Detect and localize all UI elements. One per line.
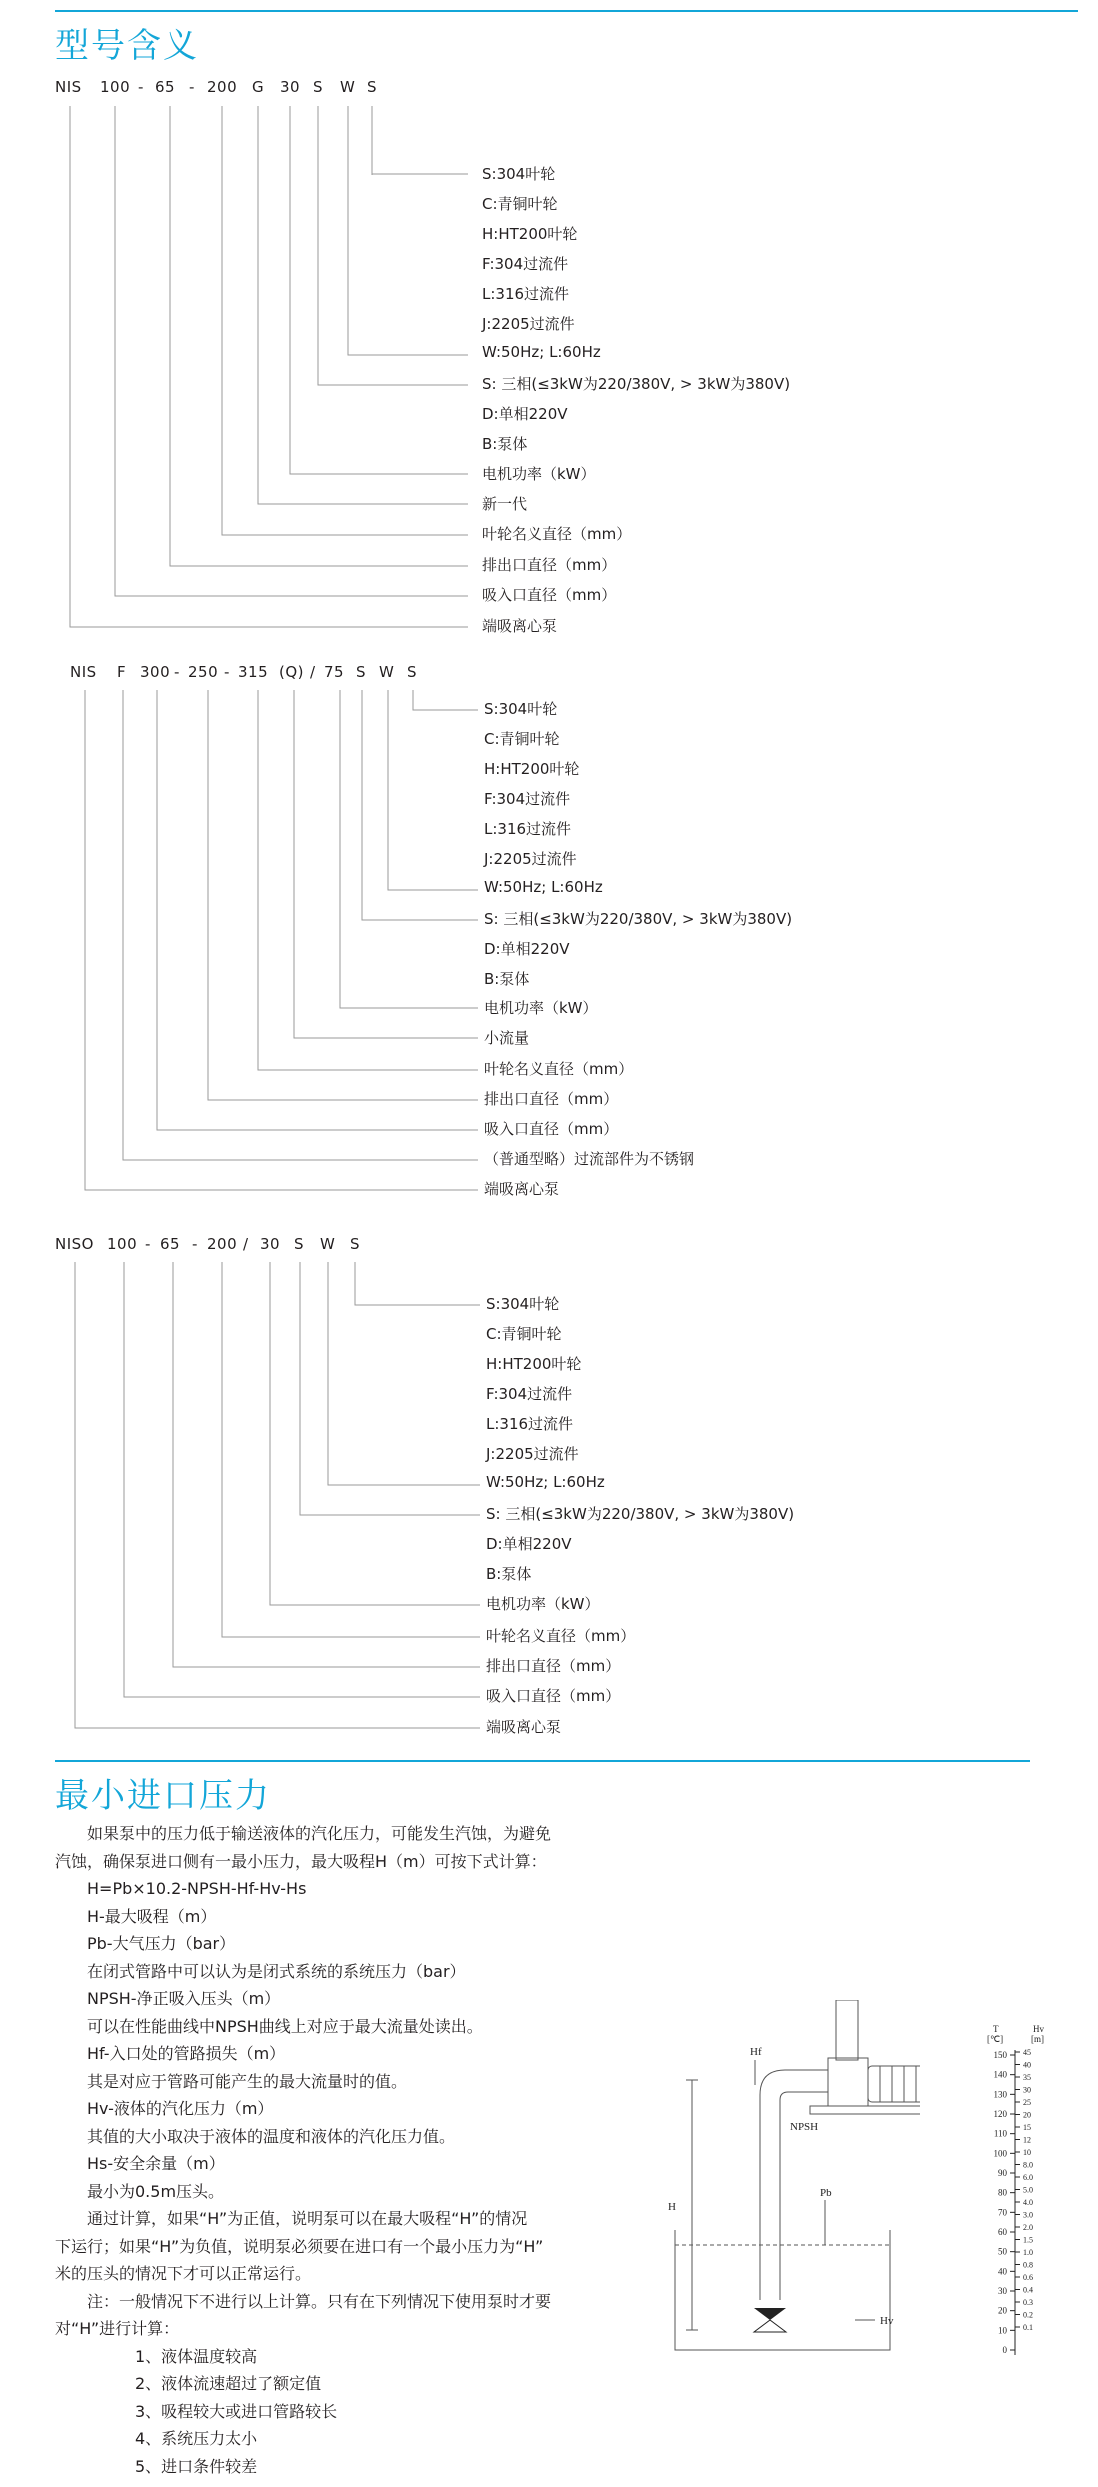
label: W:50Hz; L:60Hz — [482, 343, 601, 361]
leader-nisf-power — [340, 690, 478, 1008]
hv-tick-label: 10 — [1023, 2148, 1031, 2157]
label: S:304叶轮 — [482, 165, 556, 183]
t-tick-label: 20 — [998, 2305, 1007, 2316]
para-line: 2、液体流速超过了额定值 — [55, 2374, 322, 2393]
label: L:316过流件 — [484, 820, 572, 838]
hv-tick-label: 15 — [1023, 2123, 1031, 2132]
para-line: 汽蚀，确保泵进口侧有一最小压力，最大吸程H（m）可按下式计算： — [55, 1851, 547, 1871]
code-part: 300 — [140, 663, 171, 681]
pressure-section-title: 最小进口压力 — [55, 1776, 271, 1816]
label: S: 三相(≤3kW为220/380V, > 3kW为380V) — [482, 375, 791, 393]
label: 吸入口直径（mm） — [486, 1687, 621, 1705]
code-part: - — [145, 1235, 151, 1253]
para-line: 在闭式管路中可以认为是闭式系统的系统压力（bar） — [55, 1961, 466, 1981]
hv-tick-label: 12 — [1023, 2135, 1031, 2145]
leader-nis-s2 — [318, 106, 468, 385]
label: F:304过流件 — [482, 255, 569, 273]
leader-nis-w — [348, 106, 468, 355]
hv-tick-label: 20 — [1023, 2110, 1031, 2120]
t-tick-label: 100 — [993, 2148, 1007, 2159]
scale-hv-unit: [m] — [1031, 2034, 1044, 2044]
label: B:泵体 — [482, 435, 528, 453]
label: 电机功率（kW） — [486, 1595, 600, 1613]
code-part: S — [313, 78, 324, 96]
label-h: H — [668, 2201, 676, 2213]
suction-pipe — [760, 2070, 828, 2300]
code-part: - — [174, 663, 180, 681]
t-tick-label: 90 — [998, 2168, 1007, 2178]
t-tick-label: 60 — [998, 2227, 1007, 2237]
label: D:单相220V — [486, 1535, 572, 1553]
code-part: - — [224, 663, 230, 681]
motor — [868, 2066, 920, 2102]
label: B:泵体 — [484, 970, 530, 988]
label: L:316过流件 — [482, 285, 570, 303]
para-line: 注：一般情况下不进行以上计算。只有在下列情况下使用泵时才要 — [55, 2291, 552, 2311]
label: H:HT200叶轮 — [482, 225, 578, 243]
label: 叶轮名义直径（mm） — [486, 1627, 636, 1645]
discharge-pipe — [836, 2000, 858, 2060]
para-line: 如果泵中的压力低于输送液体的汽化压力，可能发生汽蚀，为避免 — [55, 1824, 552, 1843]
code-part: 30 — [260, 1235, 281, 1253]
t-tick-label: 10 — [998, 2325, 1007, 2336]
para-line: Pb-大气压力（bar） — [55, 1934, 236, 1953]
label: F:304过流件 — [484, 790, 571, 808]
code-part: S — [294, 1235, 305, 1253]
t-tick-label: 130 — [993, 2089, 1007, 2100]
hv-tick-label: 30 — [1023, 2085, 1031, 2095]
hv-tick-label: 45 — [1023, 2048, 1031, 2057]
label: S: 三相(≤3kW为220/380V, > 3kW为380V) — [484, 910, 793, 928]
code-part: W — [320, 1235, 336, 1253]
suction-lift-diagram — [660, 2000, 920, 2370]
code-part: 100 — [107, 1235, 138, 1253]
label: W:50Hz; L:60Hz — [484, 878, 603, 896]
label: B:泵体 — [486, 1565, 532, 1583]
hv-tick-label: 6.0 — [1023, 2173, 1033, 2182]
leader-niso-w — [328, 1262, 480, 1485]
para-line: 5、进口条件较差 — [55, 2456, 258, 2476]
t-tick-label: 120 — [993, 2109, 1007, 2119]
pump-casing — [828, 2058, 868, 2106]
leader-nis-inlet — [115, 106, 468, 596]
hv-tick-label: 0.8 — [1023, 2260, 1033, 2270]
para-line: NPSH-净正吸入压头（m） — [55, 1989, 281, 2008]
label: 吸入口直径（mm） — [482, 586, 617, 604]
hv-tick-label: 5.0 — [1023, 2185, 1033, 2195]
leader-nis-s1 — [372, 174, 468, 175]
para-line: H-最大吸程（m） — [55, 1906, 217, 1926]
leader-nisf-q — [294, 690, 478, 1038]
leader-niso-impeller — [222, 1262, 480, 1637]
para-line: 1、液体温度较高 — [55, 2346, 258, 2366]
hv-tick-label: 2.0 — [1023, 2223, 1033, 2232]
code-part: 200 — [207, 1235, 238, 1253]
t-tick-label: 50 — [998, 2246, 1007, 2257]
label: L:316过流件 — [486, 1415, 574, 1433]
label: 排出口直径（mm） — [484, 1090, 619, 1108]
t-tick-label: 110 — [993, 2128, 1007, 2139]
t-tick-label: 80 — [998, 2187, 1007, 2198]
t-tick-label: 150 — [993, 2050, 1007, 2060]
code-part: 250 — [188, 663, 219, 681]
para-line: Hf-入口处的管路损失（m） — [55, 2044, 286, 2063]
para-line: 下运行；如果“H”为负值，说明泵必须要在进口有一个最小压力为“H” — [55, 2236, 544, 2256]
section-rule — [55, 1760, 1030, 1762]
para-line: H=Pb×10.2-NPSH-Hf-Hv-Hs — [55, 1879, 307, 1898]
label-npsh: NPSH — [790, 2121, 819, 2133]
hv-tick-label: 1.5 — [1023, 2235, 1033, 2245]
temperature-vapour-scale — [985, 2020, 1065, 2370]
leader-nisf-w — [388, 690, 478, 890]
hv-tick-label: 40 — [1023, 2060, 1031, 2070]
leader-nis-type — [70, 106, 468, 627]
para-line: 3、吸程较大或进口管路较长 — [55, 2401, 338, 2421]
hv-tick-label: 35 — [1023, 2073, 1031, 2082]
label: S:304叶轮 — [486, 1295, 560, 1313]
t-tick-label: 40 — [998, 2266, 1007, 2277]
label: 吸入口直径（mm） — [484, 1120, 619, 1138]
label: 电机功率（kW） — [484, 999, 598, 1017]
hv-tick-label: 1.0 — [1023, 2248, 1033, 2257]
leader-nis-impeller — [222, 106, 468, 535]
para-line: 4、系统压力太小 — [55, 2429, 258, 2448]
para-line: 对“H”进行计算： — [55, 2319, 180, 2338]
leader-niso-s1 — [355, 1262, 480, 1305]
t-tick-label: 30 — [998, 2286, 1007, 2296]
t-tick-label: 140 — [993, 2069, 1007, 2080]
label: S:304叶轮 — [484, 700, 558, 718]
code-part: S — [367, 78, 378, 96]
label: J:2205过流件 — [482, 315, 575, 333]
hv-tick-label: 0.1 — [1023, 2323, 1033, 2332]
t-tick-label: 0 — [1002, 2345, 1007, 2355]
label: J:2205过流件 — [484, 850, 577, 868]
para-line: Hs-安全余量（m） — [55, 2154, 225, 2173]
label: C:青铜叶轮 — [482, 195, 558, 213]
code-part: / — [243, 1235, 249, 1253]
hv-tick-label: 25 — [1023, 2098, 1031, 2107]
hv-tick-label: 8.0 — [1023, 2160, 1033, 2170]
code-part: 30 — [280, 78, 301, 96]
label: H:HT200叶轮 — [484, 760, 580, 778]
leader-nisf-s1 — [413, 690, 478, 710]
model-section-title: 型号含义 — [55, 26, 199, 66]
code-part: 200 — [207, 78, 238, 96]
code-part: NISO — [55, 1235, 94, 1253]
hv-tick-label: 0.2 — [1023, 2310, 1033, 2320]
label-pb: Pb — [820, 2187, 832, 2199]
label: 端吸离心泵 — [486, 1718, 562, 1736]
scale-t-unit: [℃] — [987, 2034, 1004, 2044]
code-part: 100 — [100, 78, 131, 96]
scale-hv-head: Hv — [1033, 2024, 1044, 2034]
label: D:单相220V — [482, 405, 568, 423]
scale-t-head: T — [993, 2024, 999, 2034]
leader-nisf-inlet — [157, 690, 478, 1130]
label: C:青铜叶轮 — [484, 730, 560, 748]
leader-nisf-f — [123, 690, 478, 1160]
label: 端吸离心泵 — [482, 617, 558, 635]
label: 端吸离心泵 — [484, 1180, 560, 1198]
hv-tick-label: 4.0 — [1023, 2198, 1033, 2207]
label: 新一代 — [482, 495, 528, 513]
foot-valve — [754, 2308, 786, 2320]
hv-tick-label: 3.0 — [1023, 2210, 1033, 2220]
para-line: 可以在性能曲线中NPSH曲线上对应于最大流量处读出。 — [55, 2016, 483, 2036]
leader-nis-outlet — [170, 106, 468, 566]
label: F:304过流件 — [486, 1385, 573, 1403]
code-part: (Q) — [279, 663, 305, 681]
code-part: - — [192, 1235, 198, 1253]
leader-nisf-s2 — [362, 690, 478, 920]
para-line: 其是对应于管路可能产生的最大流量时的值。 — [55, 2071, 408, 2091]
code-part: 65 — [160, 1235, 181, 1253]
label: H:HT200叶轮 — [486, 1355, 582, 1373]
code-part: S — [350, 1235, 361, 1253]
code-part: 65 — [155, 78, 176, 96]
label: 电机功率（kW） — [482, 465, 596, 483]
code-part: 75 — [324, 663, 345, 681]
label: 排出口直径（mm） — [486, 1657, 621, 1675]
label: （普通型略）过流部件为不锈钢 — [484, 1150, 695, 1168]
label-hv: Hv — [880, 2315, 894, 2327]
para-line: 米的压头的情况下才可以正常运行。 — [55, 2264, 312, 2283]
leader-niso-power — [270, 1262, 480, 1605]
code-part: W — [340, 78, 356, 96]
t-tick-label: 70 — [998, 2207, 1007, 2218]
code-part: NIS — [55, 78, 82, 96]
hv-tick-label: 0.6 — [1023, 2273, 1033, 2282]
label: 叶轮名义直径（mm） — [482, 525, 632, 543]
code-part: - — [189, 78, 195, 96]
para-line: 最小为0.5m压头。 — [55, 2181, 225, 2201]
leader-niso-inlet — [124, 1262, 480, 1697]
para-line: Hv-液体的汽化压力（m） — [55, 2099, 274, 2118]
leader-nisf-type — [85, 690, 478, 1190]
label-hf: Hf — [750, 2046, 762, 2058]
label: 叶轮名义直径（mm） — [484, 1060, 634, 1078]
code-part: - — [138, 78, 144, 96]
code-part: G — [252, 78, 265, 96]
label: J:2205过流件 — [486, 1445, 579, 1463]
label: W:50Hz; L:60Hz — [486, 1473, 605, 1491]
label: 小流量 — [484, 1029, 530, 1047]
code-part: NIS — [70, 663, 97, 681]
label: 排出口直径（mm） — [482, 556, 617, 574]
code-part: W — [379, 663, 395, 681]
code-part: S — [407, 663, 418, 681]
pump-base — [810, 2106, 920, 2114]
pressure-paragraph — [55, 1820, 551, 2480]
code-part: S — [356, 663, 367, 681]
para-line: 其值的大小取决于液体的温度和液体的汽化压力值。 — [55, 2126, 456, 2146]
code-part: / — [310, 663, 316, 681]
code-part: F — [117, 663, 127, 681]
leader-niso-s2 — [300, 1262, 480, 1515]
leader-niso-type — [75, 1262, 480, 1728]
hv-tick-label: 0.4 — [1023, 2285, 1033, 2295]
hv-tick-label: 0.3 — [1023, 2298, 1033, 2307]
code-part: 315 — [238, 663, 269, 681]
label: C:青铜叶轮 — [486, 1325, 562, 1343]
leader-nis-power — [290, 106, 468, 474]
leader-nisf-impeller — [258, 690, 478, 1070]
label: D:单相220V — [484, 940, 570, 958]
para-line: 通过计算，如果“H”为正值，说明泵可以在最大吸程“H”的情况 — [55, 2209, 528, 2228]
label: S: 三相(≤3kW为220/380V, > 3kW为380V) — [486, 1505, 795, 1523]
leader-niso-outlet — [173, 1262, 480, 1667]
